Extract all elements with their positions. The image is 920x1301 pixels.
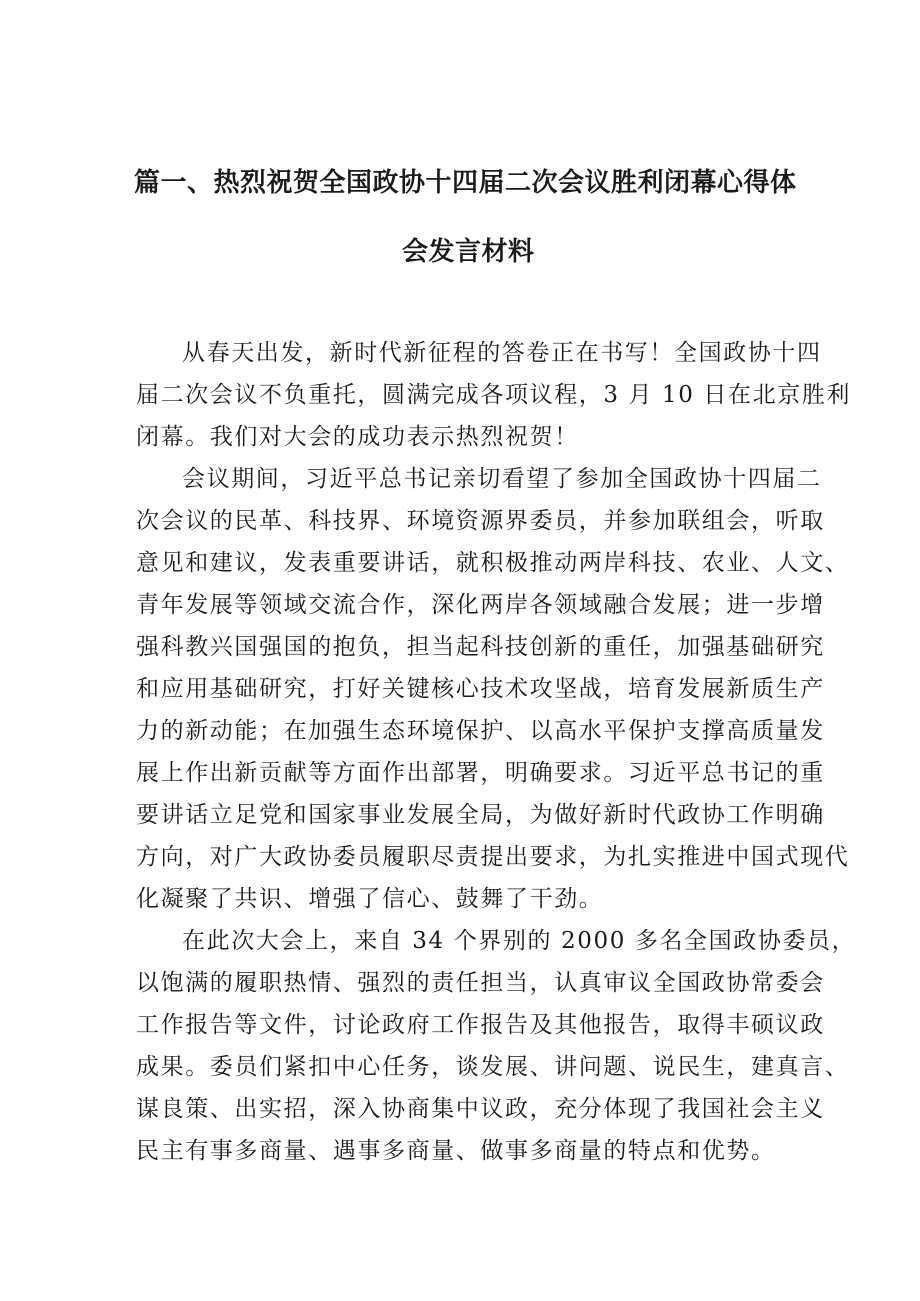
paragraph-line: 强科教兴国强国的抱负，担当起科技创新的重任，加强基础研究 [136,634,825,660]
paragraph-line: 展上作出新贡献等方面作出部署，明确要求。习近平总书记的重 [136,760,825,786]
paragraph-line: 届二次会议不负重托，圆满完成各项议程，3 月 10 日在北京胜利 [136,382,852,408]
paragraph-line: 工作报告等文件，讨论政府工作报告及其他报告，取得丰硕议政 [136,1012,825,1038]
title-line: 会发言材料 [402,237,535,267]
paragraph-line: 从春天出发，新时代新征程的答卷正在书写！全国政协十四 [182,340,822,366]
paragraph-line: 力的新动能；在加强生态环境保护、以高水平保护支撑高质量发 [136,718,825,744]
paragraph-line: 民主有事多商量、遇事多商量、做事多商量的特点和优势。 [136,1138,776,1164]
paragraph-line: 要讲话立足党和国家事业发展全局，为做好新时代政协工作明确 [136,802,825,828]
paragraph-line: 方向，对广大政协委员履职尽责提出要求，为扎实推进中国式现代 [136,844,850,870]
paragraph-line: 会议期间，习近平总书记亲切看望了参加全国政协十四届二 [182,466,822,492]
paragraph-line: 谋良策、出实招，深入协商集中议政，充分体现了我国社会主义 [136,1096,825,1122]
paragraph-line: 闭幕。我们对大会的成功表示热烈祝贺！ [136,424,579,450]
paragraph-line: 化凝聚了共识、增强了信心、鼓舞了干劲。 [136,886,604,912]
paragraph-line: 次会议的民革、科技界、环境资源界委员，并参加联组会，听取 [136,508,825,534]
paragraph-line: 青年发展等领域交流合作，深化两岸各领域融合发展；进一步增 [136,592,825,618]
title-line: 篇一、热烈祝贺全国政协十四届二次会议胜利闭幕心得体 [134,168,797,198]
paragraph-line: 和应用基础研究，打好关键核心技术攻坚战，培育发展新质生产 [136,676,825,702]
paragraph-line: 以饱满的履职热情、强烈的责任担当，认真审议全国政协常委会 [136,970,825,996]
paragraph-line: 意见和建议，发表重要讲话，就积极推动两岸科技、农业、人文、 [136,550,850,576]
paragraph-line: 成果。委员们紧扣中心任务，谈发展、讲问题、说民生，建真言、 [136,1054,850,1080]
paragraph-line: 在此次大会上，来自 34 个界别的 2000 多名全国政协委员， [182,928,857,954]
